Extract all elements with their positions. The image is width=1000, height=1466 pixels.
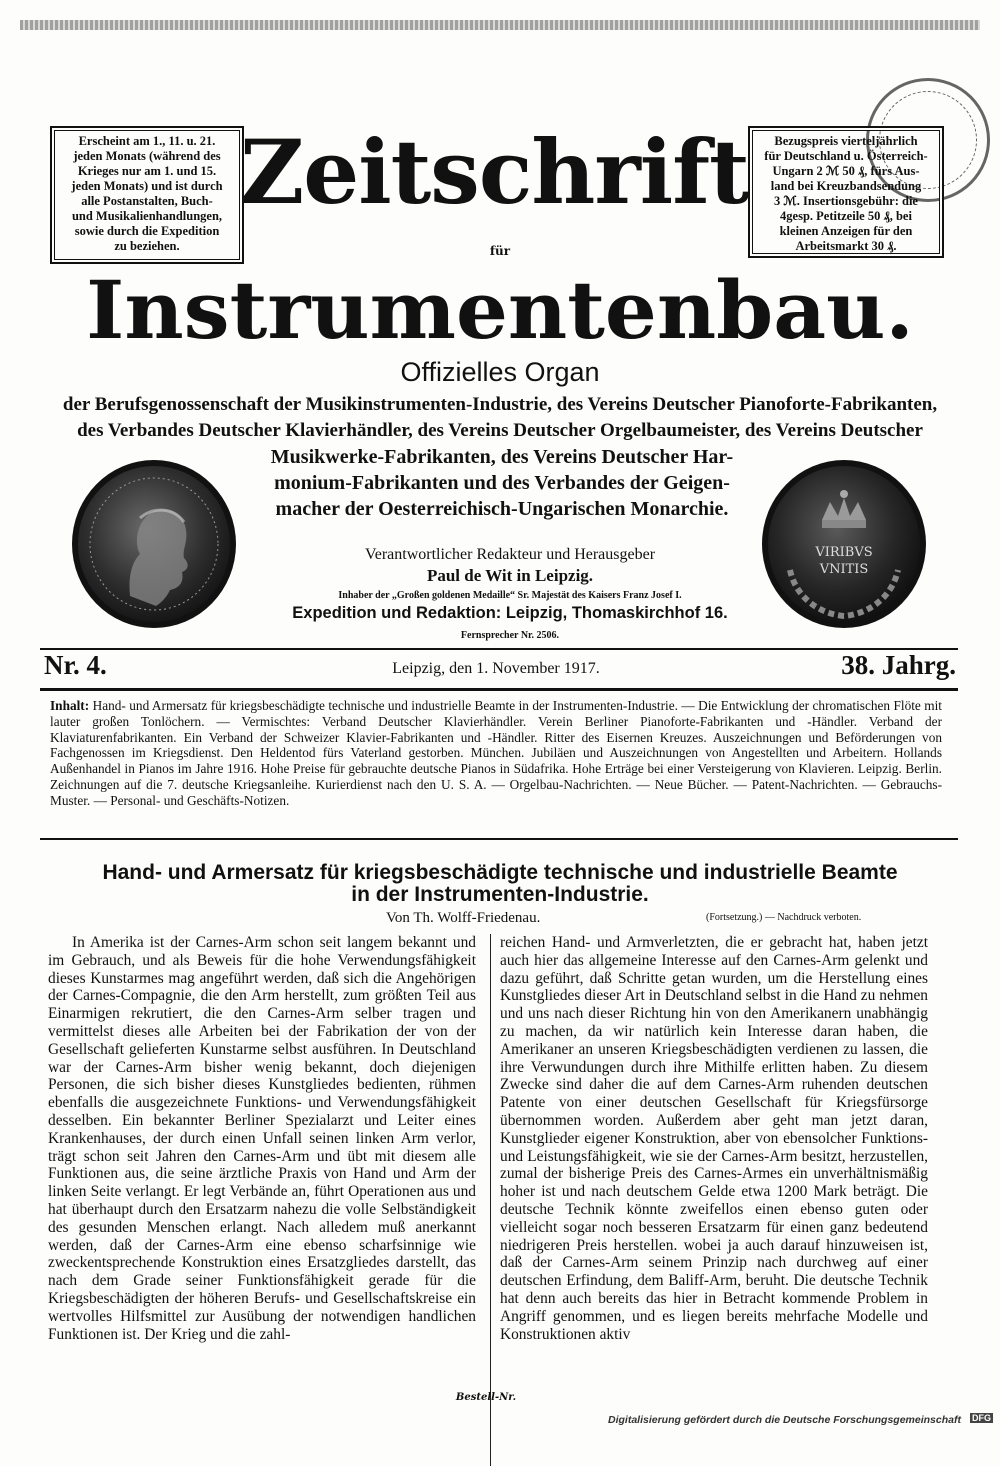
column-divider (490, 934, 491, 1466)
editor-phone: Fernsprecher Nr. 2506. (460, 630, 560, 641)
masthead-title-zeitschrift: Zeitschrift (240, 120, 749, 224)
schedule-line: alle Postanstalten, Buch- (81, 194, 213, 208)
issue-number: Nr. 4. (44, 650, 107, 680)
svg-text:VNITIS: VNITIS (819, 562, 869, 577)
association-line: des Verbandes Deutscher Klavierhändler, des Vereins Deutscher Orgelbaumeister, des Vereins Deutscher (77, 420, 923, 441)
article-title-line: in der Instrumenten-Industrie. (351, 883, 649, 906)
schedule-line: zu beziehen. (114, 239, 180, 253)
masthead-title-instrumentenbau: Instrumentenbau. (86, 263, 914, 357)
schedule-line: sowie durch die Expedition (74, 224, 220, 238)
schedule-line: jeden Monats) und ist durch (71, 179, 223, 193)
price-line: 4gesp. Petitzeile 50 ₰, bei (780, 209, 912, 223)
price-line: Bezugspreis vierteljährlich (774, 134, 918, 148)
schedule-line: Erscheint am 1., 11. u. 21. (78, 134, 216, 148)
svg-text:VIRIBVS: VIRIBVS (815, 545, 873, 560)
masthead-subtitle: Offizielles Organ (400, 357, 600, 387)
article-title (40, 862, 960, 906)
price-line: Arbeitsmarkt 30 ₰. (795, 239, 897, 253)
editor-note: Inhaber der „Großen goldenen Medaille“ Sr. Majestät des Kaisers Franz Josef I. (338, 590, 682, 601)
association-line: macher der Oesterreichisch-Ungarischen Monarchie. (275, 498, 729, 520)
price-line: Ungarn 2 ℳ 50 ₰, fürs Aus- (772, 164, 920, 178)
toc-text: Hand- und Armersatz für kriegsbeschädigte technische und industrielle Beamte in der Instrumenten-Industrie. — Die Entwicklung der chromatischen Flöte mit lauter großen Tonlöchern. — Vermischtes: Verband Deutscher Klavierhändler. Verein Berliner Pianoforte-Fabrikanten und -Händler. Verband der Klaviaturenfabrikanten. Ein Verband der Schweizer Klavier-Fabrikanten und -Händler. Ritter des Eisernen Kreuzes. Auszeichnungen und Beförderungen von Fachgenossen im Kriegsdienst. Den Heldentod fürs Vaterland gestorben. München. Jubiläen und Auszeichnungen von Angestellten und Arbeitern. Hollands Außenhandel in Pianos im Jahre 1916. Hohe Preise für gebrauchte deutsche Pianos in Südafrika. Hohe Erträge bei einer Versteigerung von Klavieren. Leipzig. Berlin. Zeichnungen auf die 7. deutsche Kriegsanleihe. Kurierdienst nach den U. S. A. — Orgelbau-Nachrichten. — Neue Bücher. — Patent-Nachrichten. — Gebrauchs-Muster. — Personal- und Geschäfts-Notizen. (50, 698, 942, 808)
scan-top-edge (20, 20, 980, 30)
price-line: für Deutschland u. Österreich- (764, 149, 928, 163)
price-line: land bei Kreuzbandsendung (770, 179, 922, 193)
article-column-left: In Amerika ist der Carnes-Arm schon seit langem bekannt und im Gebrauch, und als Beweis für die hohe Verwendungsfähigkeit dieses Kunstarmes mag angeführt werden, daß sich die Angehörigen der Carnes-Compagnie, die den Arm herstellt, zum größten Teil aus Einarmigen rekrutiert, die den Carnes-Arm selber tragen und vermittelst dieses alle Arbeiten bei der Fabrikation der von der Gesellschaft gelieferten Kunstarme selbst ausführen. In Deutschland war der Carnes-Arm bisher wenig bekannt, doch diejenigen Personen, die sich bisher dieses Kunstgliedes bedienten, rühmen ebenfalls die ausgezeichnete Funktions- und Verwendungsfähigkeit desselben. Ein bekannter Berliner Spezialarzt und Leiter eines Krankenhauses, der durch einen Unfall seinen linken Arm verlor, trägt schon seit Jahren den Carnes-Arm und übt mit diesem alle Funktionen aus, die seine ärztliche Praxis von Hand und Arm der linken Seite verlangt. Er legt Verbände an, führt Operationen aus und hat überhaupt durch den Ersatzarm nahezu die volle Selbständigkeit des gesunden Menschen erlangt. Nach alledem muß anerkannt werden, daß der Carnes-Arm eine ebenso scharfsinnige wie zweckentsprechende Konstruktion eines Ersatzgliedes darstellt, das nach dem Grade seiner Funktionsfähigkeit gerade für die Kriegsbeschädigten der höheren Berufs- und Gesellschaftskreise ein wertvolles Hilfsmittel zur Ausübung der notwendigen handlichen Funktionen ist. Der Krieg und die zahl- (48, 934, 476, 1343)
article-note: (Fortsetzung.) — Nachdruck verboten. (706, 912, 862, 923)
digitization-credit: Digitalisierung gefördert durch die Deutsche Forschungsgemeinschaft (608, 1414, 961, 1426)
schedule-line: jeden Monats (während des (73, 149, 221, 163)
publication-schedule-box (50, 126, 244, 264)
schedule-line: und Musikalienhandlungen, (71, 209, 223, 223)
editor-address: Expedition und Redaktion: Leipzig, Thomaskirchhof 16. (292, 604, 728, 622)
subscription-price-box (748, 126, 944, 258)
article-title-line: Hand- und Armersatz für kriegsbeschädigte technische und industrielle Beamte (102, 861, 898, 884)
table-of-contents (50, 698, 942, 809)
dfg-logo: DFG (972, 1413, 991, 1423)
association-line: monium-Fabrikanten und des Verbandes der Geigen- (274, 472, 730, 494)
editor-name: Paul de Wit in Leipzig. (426, 566, 594, 585)
divider-rule (40, 838, 958, 840)
divider-rule (40, 648, 958, 650)
issue-date: Leipzig, den 1. November 1917. (392, 660, 600, 677)
price-line: 3 ℳ. Insertionsgebühr: die (774, 194, 918, 208)
editor-label: Verantwortlicher Redakteur und Herausgeber (364, 546, 656, 563)
divider-rule (40, 688, 958, 691)
masthead-title-fuer: für (489, 244, 511, 258)
association-line: Musikwerke-Fabrikanten, des Vereins Deutscher Har- (270, 446, 734, 468)
price-line: kleinen Anzeigen für den (779, 224, 913, 238)
medal-portrait-icon (70, 458, 238, 630)
article-column-right: reichen Hand- und Armverletzten, die er gebracht hat, haben jetzt auch hier das allgemeine Interesse auf den Carnes-Arm gelenkt und dazu geführt, daß Schritte getan wurden, um die Herstellung eines Kunstgliedes dieser Art in Deutschland selbst in die Hand zu nehmen und uns nach dieser Richtung hin von den Amerikanern unabhängig zu machen, da wir natürlich kein Interesse daran haben, die Amerikaner an unseren Kriegsbeschädigten verdienen zu lassen, die ihre Verwundungen durch ihre Mithilfe erlitten haben. Zu diesem Zwecke sind daher die auf dem Carnes-Arm ruhenden deutschen Patente von einer deutschen Gesellschaft für Kriegsfürsorge übernommen worden. Außerdem aber geht man jetzt daran, Kunstglieder eigener Konstruktion, aber von ebensolcher Funktions- und Leistungsfähigkeit, wie sie der Carnes-Arm besitzt, herzustellen, zumal der bisherige Preis des Carnes-Armes ein unverhältnismäßig hoher ist und nach deutschem Gelde etwa 1200 Mark beträgt. Die deutsche Technik könnte zweifellos einen ebenso guten oder vielleicht sogar noch besseren Ersatzarm für einen ganz bedeutend niedrigeren Preis herstellen. wobei ja auch darauf hinzuweisen ist, daß der Carnes-Arm seinem Prinzip nach durchweg auf einer deutschen Erfindung, dem Baliff-Arm, beruht. Die deutsche Technik hat denn auch bereits das hier in Betracht kommende Problem in Angriff genommen, und es liegen bereits mehrfache Modelle und Konstruktionen aktiv (500, 934, 928, 1343)
footer-mark: Bestell-Nr. (455, 1392, 517, 1403)
issue-year: 38. Jahrg. (841, 650, 956, 680)
toc-label: Inhalt: (50, 698, 90, 713)
article-byline: Von Th. Wolff-Friedenau. (386, 910, 541, 926)
association-line: der Berufsgenossenschaft der Musikinstrumenten-Industrie, des Vereins Deutscher Pianoforte-Fabrikanten, (62, 394, 938, 415)
schedule-line: Krieges nur am 1. und 15. (77, 164, 217, 178)
medal-crown-reverse-icon (760, 458, 928, 630)
